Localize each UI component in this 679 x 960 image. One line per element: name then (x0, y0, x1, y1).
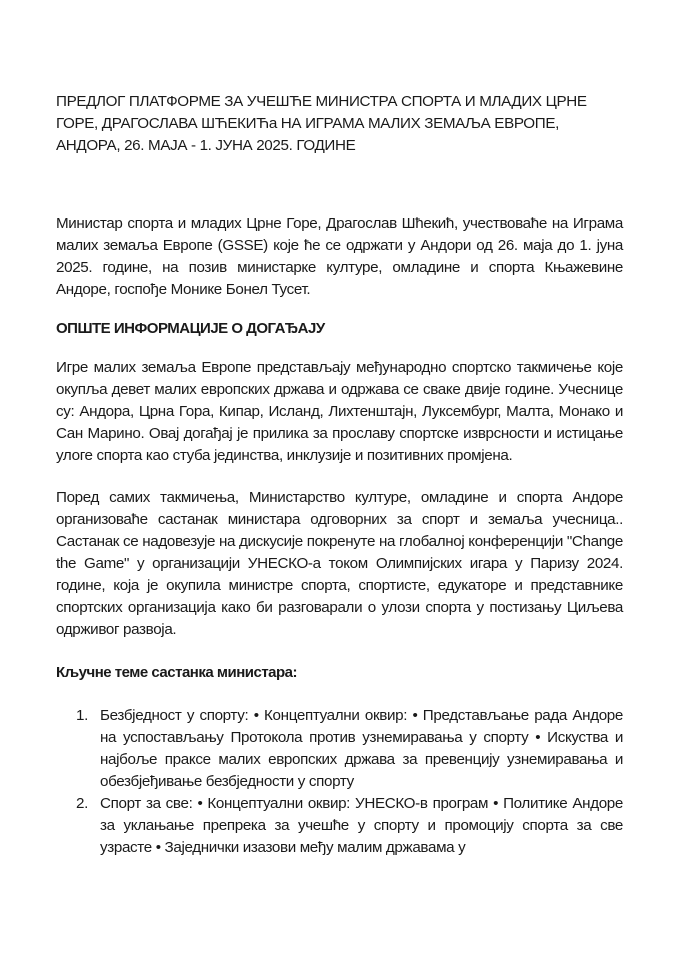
list-item (56, 705, 623, 793)
ministers-meeting-paragraph: Поред самих такмичења, Министарство културе, омладине и спорта Андоре организоваће састанак министара одговорних за спорт и земаља учесница.. Састанак се надовезује на дискусије покренуте на глобалној конференцији "Change the Game" у организацији УНЕСКО-а током Олимпијских игара у Паризу 2024. године, која је окупила министре спорта, спортисте, едукаторе и представнике спортских организација како би разговарали о улози спорта у постизању Циљева одрживог развоја. (56, 489, 623, 638)
list-item (56, 793, 623, 859)
general-info-heading: ОПШТЕ ИНФОРМАЦИЈЕ О ДОГАЂАЈУ (56, 320, 325, 337)
general-info-paragraph: Игре малих земаља Европе представљају међународно спортско такмичење које окупља девет малих европских држава и одржава се сваке двије године. Учеснице су: Андора, Црна Гора, Кипар, Исланд, Лихтенштајн, Луксембург, Малта, Монако и Сан Марино. Овај догађај је прилика за прославу спортске изврсности и истицање улоге спорта као стуба јединства, инклузије и позитивних промјена. (56, 359, 623, 464)
document-page (56, 91, 623, 859)
key-topics-heading: Кључне теме састанка министара: (56, 664, 298, 681)
list-item-text: Спорт за све: • Концептуални оквир: УНЕСКО-в програм • Политике Андоре за уклањање препрека за учешће у спорту и промоцију спорта за све узрасте • Заједнички изазови међу малим државама у (100, 795, 623, 856)
list-item-number: 2. (76, 795, 88, 812)
key-topics-list (56, 705, 623, 859)
intro-paragraph: Министар спорта и младих Црне Горе, Драгослав Шћекић, учествоваће на Играма малих земаља Европе (GSSE) које ће се одржати у Андори од 26. маја до 1. јуна 2025. године, на позив министарке културе, омладине и спорта Књажевине Андоре, госпође Монике Бонел Тусет. (56, 215, 623, 298)
list-item-text: Безбједност у спорту: • Концептуални оквир: • Представљање рада Андоре на успостављању Протокола против узнемиравања у спорту • Искуства и најбоље праксе малих европских држава за превенцију узнемиравања и обезбјеђивање безбједности у спорту (100, 707, 623, 790)
list-item-number: 1. (76, 707, 88, 724)
document-title: ПРЕДЛОГ ПЛАТФОРМЕ ЗА УЧЕШЋЕ МИНИСТРА СПОРТА И МЛАДИХ ЦРНЕ ГОРЕ, ДРАГОСЛАВА ШЋЕКИЋа НА ИГРАМА МАЛИХ ЗЕМАЉА ЕВРОПЕ, АНДОРА, 26. МАЈА - 1. ЈУНА 2025. ГОДИНЕ (56, 93, 587, 154)
